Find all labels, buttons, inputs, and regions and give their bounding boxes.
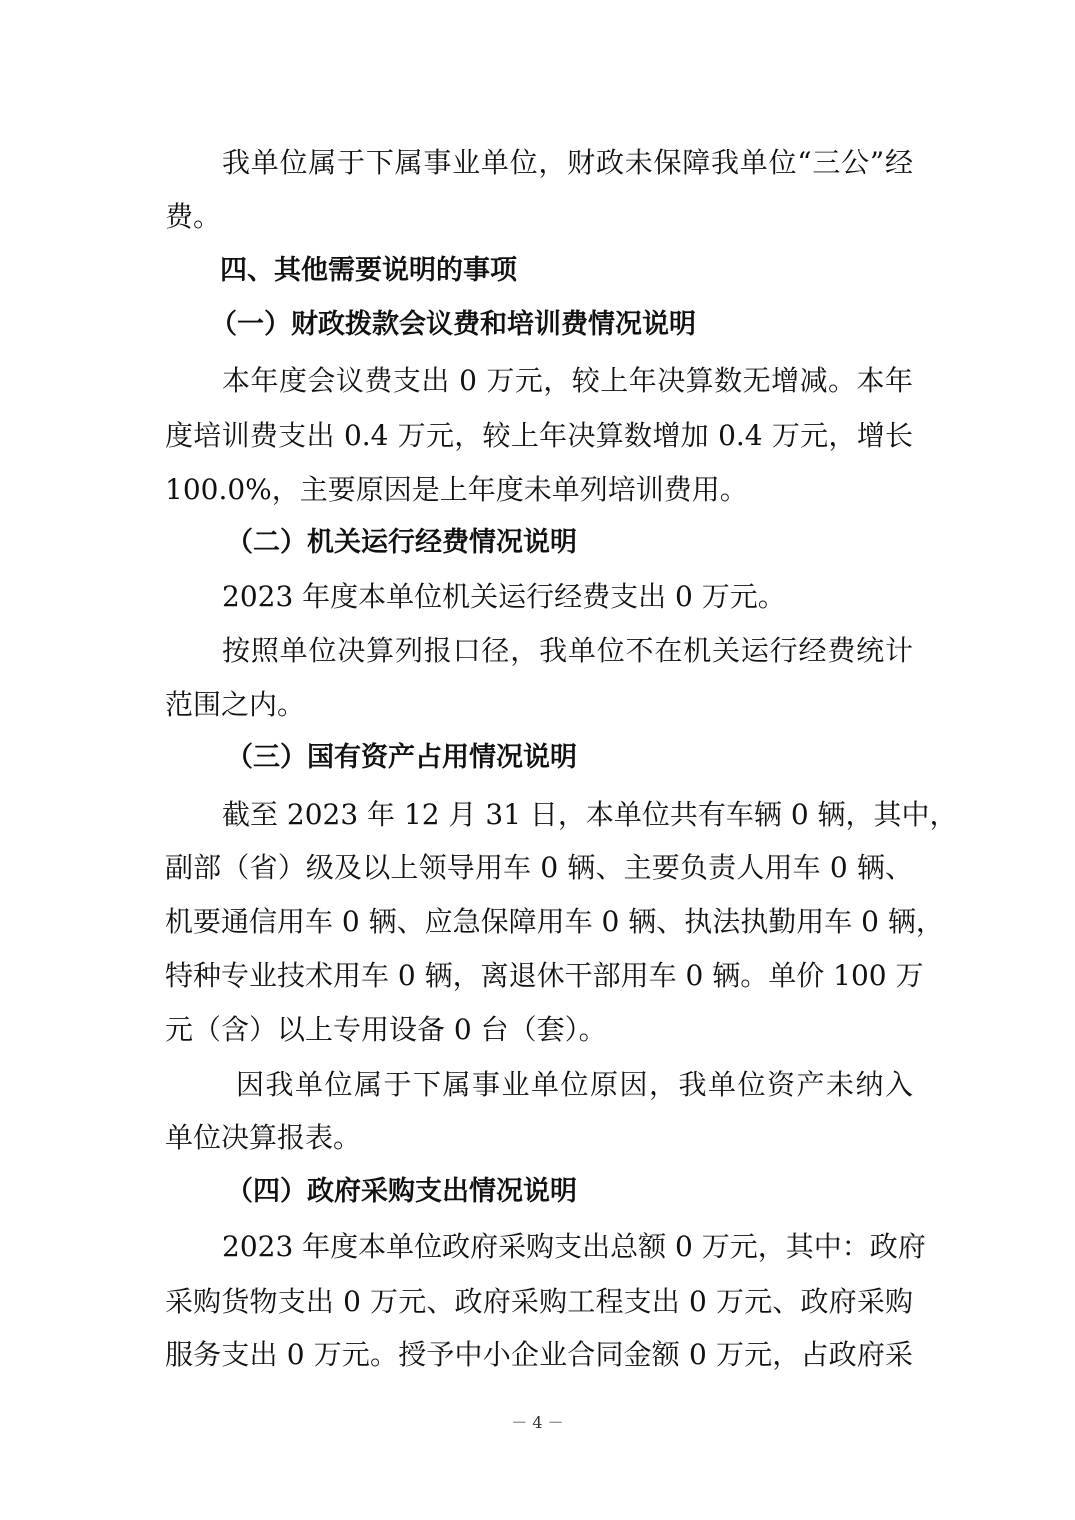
paragraph-line: 2023 年度本单位机关运行经费支出 0 万元。 (222, 580, 786, 613)
paragraph-line: 元（含）以上专用设备 0 台（套）。 (165, 1013, 607, 1046)
paragraph-line: 单位决算报表。 (165, 1121, 362, 1154)
subsection-heading: （二）机关运行经费情况说明 (226, 527, 577, 558)
subsection-heading: （三）国有资产占用情况说明 (226, 742, 577, 773)
paragraph-line: 范围之内。 (165, 688, 306, 721)
subsection-heading: （四）政府采购支出情况说明 (226, 1176, 577, 1207)
paragraph-line: 特种专业技术用车 0 辆，离退休干部用车 0 辆。单价 100 万 (165, 959, 924, 992)
paragraph-line: 我单位属于下属事业单位，财政未保障我单位“三公”经 (222, 146, 913, 179)
section-heading: 四、其他需要说明的事项 (220, 255, 517, 286)
paragraph-line: 100.0%，主要原因是上年度未单列培训费用。 (165, 473, 748, 506)
paragraph-line: 服务支出 0 万元。授予中小企业合同金额 0 万元，占政府采 (165, 1338, 913, 1371)
paragraph-line: 副部（省）级及以上领导用车 0 辆、主要负责人用车 0 辆、 (165, 851, 913, 884)
paragraph-line: 按照单位决算列报口径，我单位不在机关运行经费统计 (222, 634, 913, 667)
subsection-heading: （一）财政拨款会议费和培训费情况说明 (210, 309, 696, 340)
page-number: － 4 － (511, 1413, 564, 1432)
paragraph-line: 因我单位属于下属事业单位原因，我单位资产未纳入 (236, 1068, 913, 1101)
paragraph-line: 本年度会议费支出 0 万元，较上年决算数无增减。本年 (222, 364, 913, 397)
paragraph-line: 费。 (165, 200, 222, 233)
paragraph-line: 2023 年度本单位政府采购支出总额 0 万元，其中：政府 (222, 1230, 926, 1263)
paragraph-line: 度培训费支出 0.4 万元，较上年决算数增加 0.4 万元，增长 (165, 419, 913, 452)
paragraph-line: 采购货物支出 0 万元、政府采购工程支出 0 万元、政府采购 (165, 1285, 913, 1318)
paragraph-line: 机要通信用车 0 辆、应急保障用车 0 辆、执法执勤用车 0 辆， (165, 905, 944, 938)
paragraph-line: 截至 2023 年 12 月 31 日，本单位共有车辆 0 辆，其中， (222, 798, 958, 831)
